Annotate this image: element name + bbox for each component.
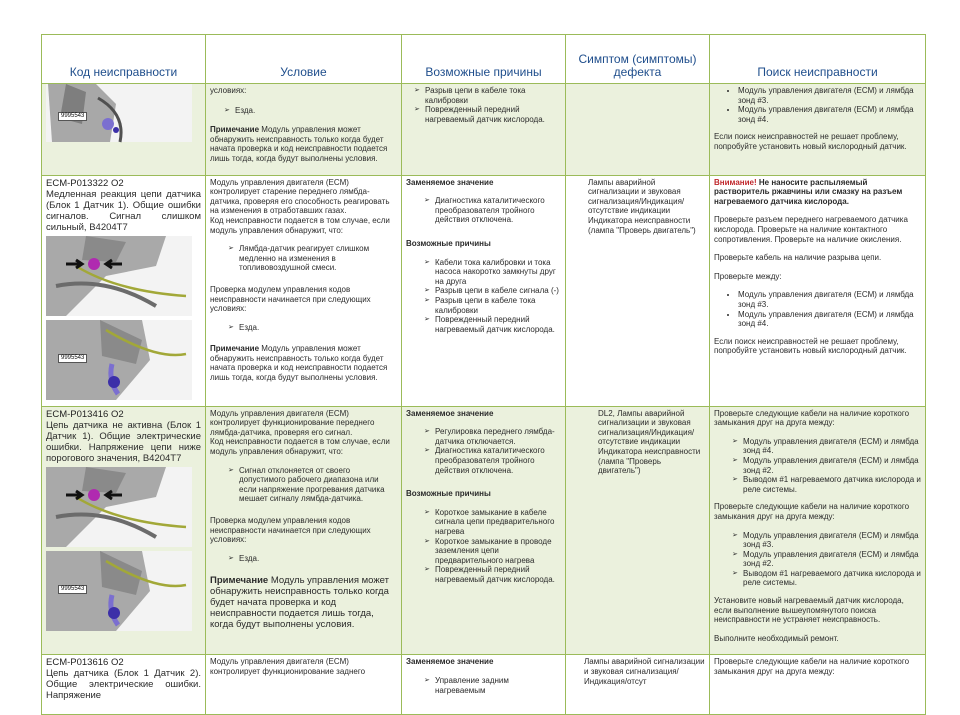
troubleshooting-cell [710, 175, 926, 406]
header-row [42, 35, 926, 84]
fix-final: Если поиск неисправностей не решает проблему, попробуйте установить новый кислородный датчик. [714, 132, 907, 151]
cause-item: ➢ Поврежденный передний нагреваемый датчик кислорода. [424, 565, 561, 584]
note-text: Модуль управления может обнаружить неисправность только когда будет начата проверка и код неисправности подается лишь тогда, когда будут выполнены условия. [210, 344, 388, 383]
header-causes: Возможные причины [402, 35, 566, 84]
fix-intro: Проверьте следующие кабели на наличие короткого замыкания друг на друга между: [714, 502, 910, 521]
condition-cell [206, 655, 402, 715]
fault-description: Медленная реакция цепи датчика (Блок 1 Датчик 1). Общие ошибки сигналов. Сигнал слишком сильный, B4204T7 [46, 188, 201, 233]
condition-cell [206, 175, 402, 406]
fix-text: Проверьте кабель на наличие разрыва цепи. [714, 253, 882, 263]
code-cell [42, 84, 206, 176]
engine-illustration [46, 84, 192, 142]
fix-text: Установите новый нагреваемый датчик кислорода, если выполнение вышеупомянутого поиска неисправности не устраняет неисправность. [714, 596, 904, 625]
cause-item: ➢ Короткое замыкание в кабеле сигнала цепи предварительного нагрева [424, 508, 561, 537]
cause-item: ➢ Разрыв цепи в кабеле тока калибровки [414, 86, 561, 105]
fault-code-table [41, 34, 926, 715]
replace-title: Заменяемое значение [406, 177, 494, 187]
condition-intro-2: Код неисправности подается в том случае, если модуль управления обнаружит, что: [210, 437, 390, 456]
condition-text: условиях: [210, 86, 247, 95]
fix-intro: Проверьте следующие кабели на наличие короткого замыкания друг на друга между: [714, 408, 910, 428]
fix-item: ➢ Модуль управления двигателя (ECM) и лямбда зонд #3. [732, 531, 921, 550]
condition-cell [206, 406, 402, 655]
code-cell [42, 406, 206, 655]
engine-illustration [46, 320, 192, 400]
causes-cell [402, 406, 566, 655]
fix-text: Проверьте разъем переднего нагреваемого датчика кислорода. Проверьте на наличие контактного сопротивления. Проверьте на наличие окисления. [714, 215, 908, 244]
table-row [42, 655, 926, 715]
fix-final: Выполните необходимый ремонт. [714, 633, 839, 643]
condition-intro-2: Код неисправности подается в том случае, если модуль управления обнаружит, что: [210, 215, 390, 235]
fix-final: Если поиск неисправностей не решает проблему, попробуйте установить новый кислородный датчик. [714, 336, 907, 356]
condition-check: Проверка модулем управления кодов неисправности начинается при следующих условиях: [210, 515, 371, 545]
condition-intro: Модуль управления двигателя (ECM) контролирует функционирование переднего лямбда-датчика, проверяя его сигнал. [210, 408, 375, 437]
replace-title: Заменяемое значение [406, 657, 494, 667]
fault-code: ECM-P013322 O2 [46, 177, 124, 189]
code-cell [42, 655, 206, 715]
condition-check: Проверка модулем управления кодов неисправности начинается при следующих условиях: [210, 284, 371, 314]
fix-text: Проверьте между: [714, 271, 782, 281]
symptom-cell [566, 655, 710, 715]
fault-code-table-page [41, 34, 925, 702]
note-label: Примечание [210, 575, 269, 587]
symptom-text: Лампы аварийной сигнализации и звуковая сигнализация/Индикация/отсут [584, 657, 705, 686]
condition-intro: Модуль управления двигателя (ECM) контролирует старение переднего лямбда-датчика, проверяя его способность реагировать на изменения в отработавших газах. [210, 177, 390, 216]
warning-text: Не наносите распыляемый растворитель ржавчины или смазку на разъем нагреваемого датчика кислорода. [714, 177, 903, 206]
causes-cell [402, 655, 566, 715]
header-symptom: Симптом (симптомы) дефекта [566, 35, 710, 84]
code-cell [42, 175, 206, 406]
fix-item: ➢ Модуль управления двигателя (ECM) и лямбда зонд #2. [732, 550, 921, 569]
cause-item: ➢ Кабели тока калибровки и тока насоса накоротко замкнуты друг на друга [424, 258, 561, 287]
condition-item: ➢ Езда. [228, 554, 397, 564]
header-code: Код неисправности [42, 35, 206, 84]
fix-item: ➢ Модуль управления двигателя (ECM) и лямбда зонд #4. [732, 437, 921, 456]
replace-item: ➢ Регулировка переднего лямбда-датчика отключается. [424, 427, 561, 446]
engine-illustration [46, 551, 192, 631]
table-row [42, 175, 926, 406]
condition-cell [206, 84, 402, 176]
fault-code: ECM-P013616 O2 [46, 657, 124, 669]
fix-item: • Модуль управления двигателя (ECM) и лямбда зонд #4. [738, 310, 921, 329]
fault-code: ECM-P013416 O2 [46, 408, 124, 420]
replace-item: ➢ Управление задним нагреваемым [424, 676, 561, 695]
image-id-label: 9995543 [58, 585, 87, 594]
fault-description: Цепь датчика (Блок 1 Датчик 2). Общие электрические ошибки. Напряжение [46, 668, 201, 702]
image-id-label: 9995543 [58, 112, 87, 121]
warning-label: Внимание! [714, 177, 757, 187]
causes-title: Возможные причины [406, 238, 491, 248]
condition-item: ➢ Езда. [228, 323, 397, 333]
troubleshooting-cell [710, 406, 926, 655]
table-row [42, 406, 926, 655]
troubleshooting-cell [710, 84, 926, 176]
image-id-label: 9995543 [58, 354, 87, 363]
troubleshooting-cell [710, 655, 926, 715]
causes-cell [402, 84, 566, 176]
engine-illustration [46, 467, 192, 547]
note-text: Модуль управления может обнаружить неисправность только когда будет начата проверка и код неисправности подается лишь тогда, когда будут выполнены условия. [210, 575, 390, 631]
fix-item: • Модуль управления двигателя (ECM) и лямбда зонд #3. [738, 86, 921, 105]
symptom-cell [566, 175, 710, 406]
fix-item: ➢ Выводом #1 нагреваемого датчика кислорода и реле системы. [732, 569, 921, 588]
note-label: Примечание [210, 125, 260, 135]
note-text: Модуль управления может обнаружить неисправность только когда будет начата проверка и код неисправности подается лишь тогда, когда будут выполнены условия. [210, 125, 388, 163]
condition-item: ➢ Сигнал отклоняется от своего допустимого рабочего диапазона или если напряжение прогревания датчика мешает сигналу лямбда-датчика. [228, 466, 387, 504]
condition-item: ➢ Лямбда-датчик реагирует слишком медленно на изменения в топливовоздушной смеси. [228, 244, 397, 273]
symptom-cell [566, 84, 710, 176]
replace-item: ➢ Диагностика каталитического преобразователя тройного действия отключена. [424, 446, 561, 475]
cause-item: ➢ Разрыв цепи в кабеле тока калибровки [424, 296, 561, 315]
engine-illustration [46, 236, 192, 316]
table-row [42, 84, 926, 176]
fix-item: • Модуль управления двигателя (ECM) и лямбда зонд #4. [738, 105, 921, 124]
header-troubleshooting: Поиск неисправности [710, 35, 926, 84]
cause-item: ➢ Короткое замыкание в проводе заземления цепи предварительного нагрева [424, 537, 561, 566]
fix-intro: Проверьте следующие кабели на наличие короткого замыкания друг на друга между: [714, 657, 910, 677]
fix-item: ➢ Выводом #1 нагреваемого датчика кислорода и реле системы. [732, 475, 921, 494]
note-label: Примечание [210, 344, 260, 354]
causes-title: Возможные причины [406, 489, 491, 499]
cause-item: ➢ Поврежденный передний нагреваемый датчик кислорода. [424, 315, 561, 334]
fix-item: ➢ Модуль управления двигателя (ECM) и лямбда зонд #2. [732, 456, 921, 475]
fault-description: Цепь датчика не активна (Блок 1 Датчик 1). Общие электрические ошибки. Напряжение цепи ниже порогового значения, B4204T7 [46, 419, 201, 464]
condition-intro: Модуль управления двигателя (ECM) контролирует функционирование заднего [210, 657, 366, 677]
engine-drawing [46, 467, 192, 547]
cause-item: ➢ Разрыв цепи в кабеле сигнала (-) [424, 286, 561, 296]
replace-item: ➢ Диагностика каталитического преобразователя тройного действия отключена. [424, 196, 561, 225]
fix-item: • Модуль управления двигателя (ECM) и лямбда зонд #3. [738, 290, 921, 309]
symptom-text: Лампы аварийной сигнализации и звуковая сигнализация/Индикация/отсутствие индикации Индикатора неисправности (лампа "Проверь двигатель") [588, 177, 696, 235]
causes-cell [402, 175, 566, 406]
symptom-text: DL2, Лампы аварийной сигнализации и звуковая сигнализация/Индикация/отсутствие индикации Индикатора неисправности (лампа "Проверь двигатель") [598, 408, 701, 476]
replace-title: Заменяемое значение [406, 408, 494, 418]
header-condition: Условие [206, 35, 402, 84]
symptom-cell [566, 406, 710, 655]
cause-item: ➢ Поврежденный передний нагреваемый датчик кислорода. [414, 105, 561, 124]
engine-drawing [46, 236, 192, 316]
condition-item: ➢ Езда. [224, 106, 397, 116]
